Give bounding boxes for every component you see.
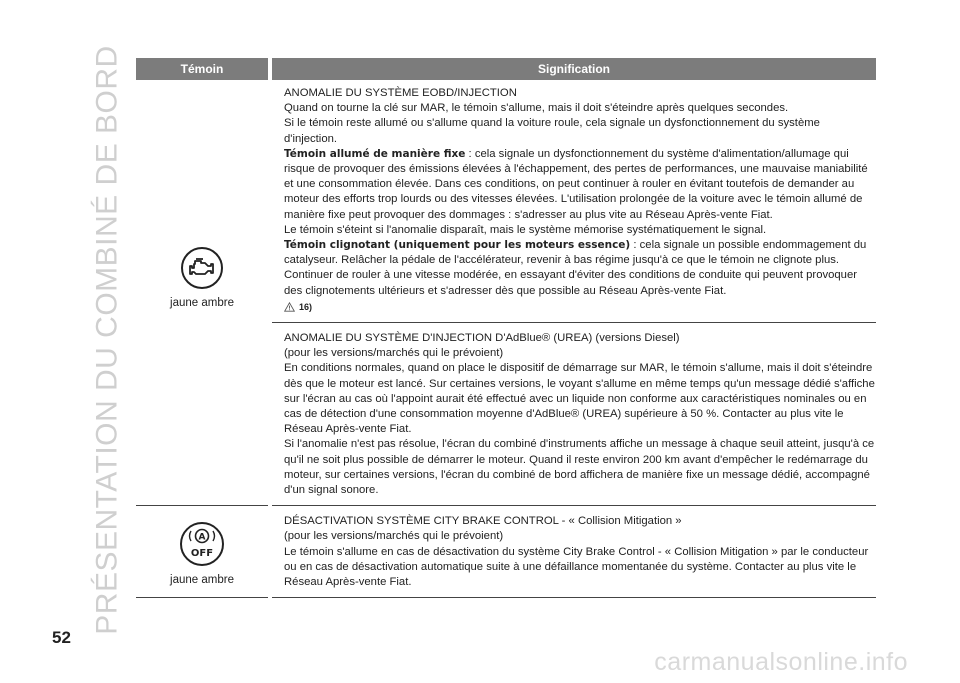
- table-header-row: [136, 58, 876, 80]
- fixed-text: : cela signale un dysfonctionnement du système d'alimentation/allumage qui risque de provoquer des émissions élevées à l'échappement, des pertes de performances, une mauvaise maniabilité et une consommation élevée. Dans ces conditions, on peut continuer à rouler en évitant toutefois de demander au moteur des efforts trop lourds ou des vitesses élevées. L'utilisation prolongée de la voiture avec le témoin allumé de manière fixe peut provoquer des dommages : s'adresser au plus vite au Réseau Après-vente Fiat.: [284, 147, 868, 221]
- row-title-eobd: ANOMALIE DU SYSTÈME EOBD/INJECTION: [284, 87, 517, 99]
- note-reference: [284, 300, 876, 315]
- text-cell-eobd: [270, 80, 876, 323]
- blink-label: Témoin clignotant (uniquement pour les moteurs essence): [284, 239, 631, 252]
- engine-check-icon: [181, 247, 223, 289]
- row-collision-p2: Le témoin s'allume en cas de désactivation du système City Brake Control - « Collision Mitigation » par le conducteur ou en cas de désactivation automatique suite à une défaillance momentanée du système. Contacter au plus vite le Réseau Après-vente Fiat.: [284, 545, 869, 589]
- note-ref-number: 16): [299, 301, 313, 312]
- watermark: carmanualsonline.info: [654, 648, 908, 676]
- table-row: [136, 506, 876, 598]
- row-eobd-blink: [284, 238, 876, 299]
- icon-cell-engine: [136, 80, 270, 506]
- header-temoin: Témoin: [136, 58, 270, 80]
- icon-wrap-engine: [136, 247, 268, 309]
- icon-wrap-collision: [136, 512, 268, 592]
- text-cell-collision: [270, 506, 876, 598]
- collision-mitigation-off-icon: [180, 522, 224, 566]
- row-eobd-p2: Si le témoin reste allumé ou s'allume quand la voiture roule, cela signale un dysfonctionnement du système d'injection.: [284, 117, 820, 145]
- table-row: [136, 80, 876, 323]
- row-adblue-p1: (pour les versions/marchés qui le prévoient): [284, 347, 504, 360]
- fixed-label: Témoin allumé de manière fixe: [284, 147, 466, 160]
- warning-triangle-icon: [284, 302, 295, 312]
- collision-mitigation-off-graphic: [184, 527, 220, 561]
- row-title-adblue: ANOMALIE DU SYSTÈME D'INJECTION D'AdBlue® (UREA) (versions Diesel): [284, 332, 680, 345]
- row-adblue-p2: En conditions normales, quand on place le dispositif de démarrage sur MAR, le témoin s'allume, mais il doit s'éteindre dès que le moteur est lancé. Sur certaines versions, le voyant s'allume en même temps qu'un message dédié s'affiche sur l'écran au cas où l'appoint aurait été effectué avec un liquide non conforme aux caractéristiques nominales ou en cas de détection d'une consommation moyenne d'AdBlue® (UREA) supérieure à 50 %. Contacter au plus vite le Réseau Après-vente Fiat.: [284, 362, 875, 436]
- header-signification: Signification: [270, 58, 876, 80]
- warning-light-table: [136, 58, 876, 598]
- icon-label-collision: jaune ambre: [170, 573, 234, 586]
- icon-letter: A: [198, 532, 206, 543]
- row-eobd-p3: Le témoin s'éteint si l'anomalie disparaît, mais le système mémorise systématiquement le signal.: [284, 223, 767, 236]
- blink-text: : cela signale un possible endommagement du catalyseur. Relâcher la pédale de l'accélérateur, revenir à bas régime jusqu'à ce que le témoin ne clignote plus. Continuer de rouler à une vitesse modérée, en essayant d'éviter des conditions de conduite qui peuvent provoquer des clignotements ultérieurs et s'adresser dès que possible au Réseau Après-vente Fiat.: [284, 239, 867, 297]
- icon-label-engine: jaune ambre: [170, 296, 234, 309]
- page-number: 52: [52, 628, 71, 647]
- row-eobd-fixed: [284, 147, 876, 223]
- engine-check-icon-graphic: [187, 257, 217, 279]
- side-section-title-text: PRÉSENTATION DU COMBINÉ DE BORD: [91, 45, 125, 635]
- row-title-collision: DÉSACTIVATION SYSTÈME CITY BRAKE CONTROL - « Collision Mitigation »: [284, 515, 682, 528]
- text-cell-adblue: [270, 323, 876, 506]
- icon-cell-collision: [136, 506, 270, 598]
- row-adblue-p3: Si l'anomalie n'est pas résolue, l'écran du combiné d'instruments affiche un message à chaque seuil atteint, jusqu'à ce qu'il ne soit plus possible de démarrer le moteur. Quand il reste environ 200 km avant d'empêcher le redémarrage du moteur, sur certaines versions, l'écran du combiné de bord affichera de manière fixe un message dédié, accompagné d'un signal sonore.: [284, 438, 875, 497]
- row-eobd-p1: Quand on tourne la clé sur MAR, le témoin s'allume, mais il doit s'éteindre après quelques secondes.: [284, 102, 789, 115]
- side-section-title: [88, 40, 128, 640]
- row-collision-p1: (pour les versions/marchés qui le prévoient): [284, 530, 504, 543]
- icon-off-text: OFF: [190, 547, 214, 559]
